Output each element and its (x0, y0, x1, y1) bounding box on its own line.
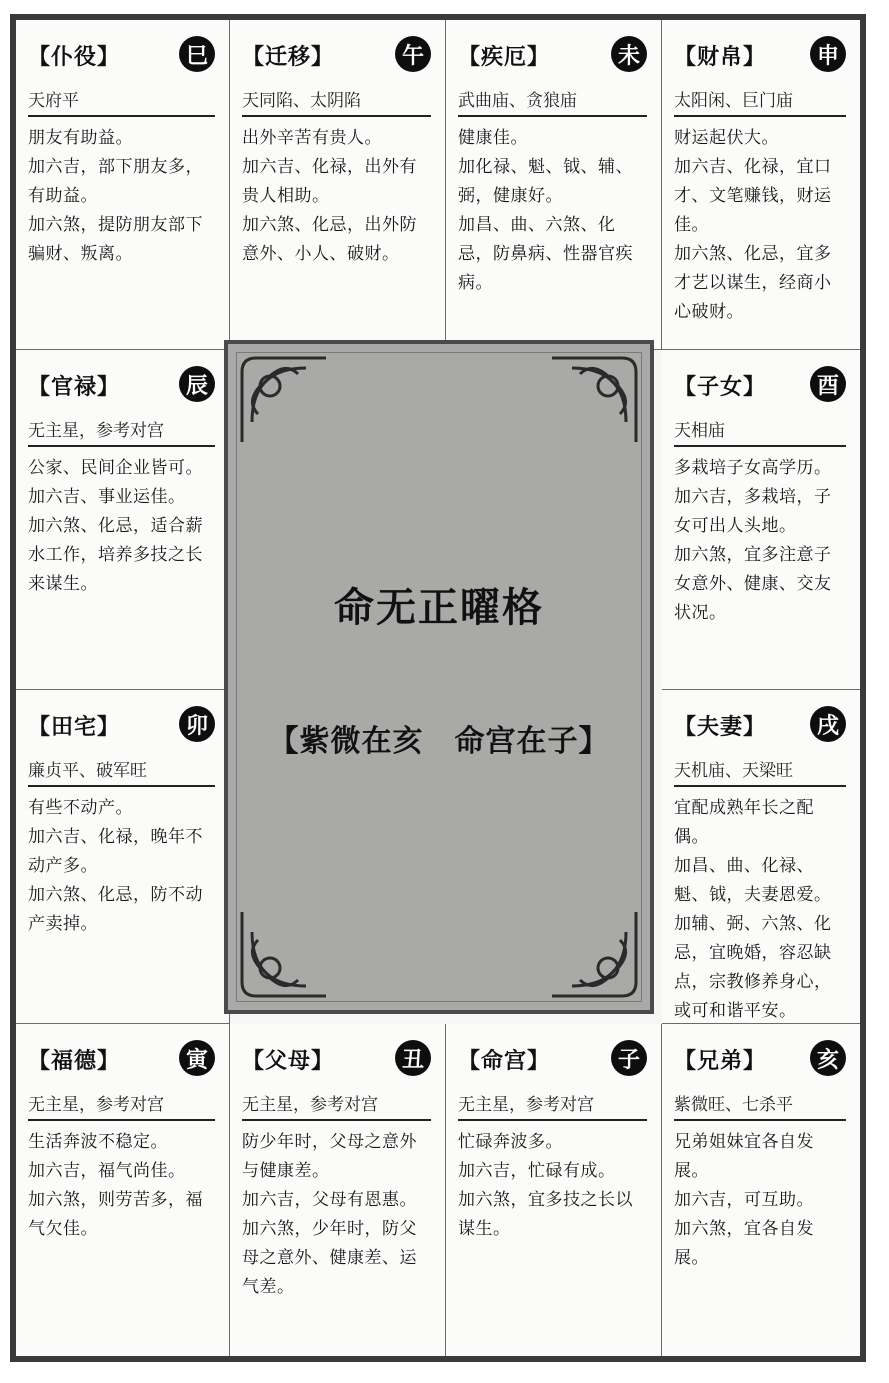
palace-title: 【福德】 (28, 1049, 121, 1074)
palace-description (28, 794, 215, 939)
palace-cell-ji-e (446, 20, 662, 350)
chart-subtitle: 【紫微在亥 命宫在子】 (268, 724, 610, 759)
description-line: 多栽培子女高学历。 (674, 458, 832, 478)
palace-title: 【仆役】 (28, 45, 121, 70)
description-line: 加六煞，则劳苦多，福气欠佳。 (28, 1190, 203, 1239)
description-line: 加六煞、化忌，出外防意外、小人、破财。 (242, 215, 417, 264)
palace-cell-xiong-di (662, 1024, 860, 1356)
branch-badge: 申 (810, 36, 846, 72)
corner-ornament-bottom-right (546, 906, 642, 1002)
palace-stars: 天相庙 (674, 416, 846, 447)
branch-badge: 戌 (810, 706, 846, 742)
branch-badge: 丑 (395, 1040, 431, 1076)
description-line: 防少年时，父母之意外与健康差。 (242, 1132, 417, 1181)
palace-cell-fu-de (16, 1024, 230, 1356)
palace-cell-guan-lu (16, 350, 230, 690)
description-line: 加六煞、化忌，适合薪水工作，培养多技之长来谋生。 (28, 516, 203, 594)
branch-badge: 卯 (179, 706, 215, 742)
palace-title: 【田宅】 (28, 715, 121, 740)
branch-badge: 亥 (810, 1040, 846, 1076)
chart-title: 命无正曜格 (334, 584, 544, 631)
description-line: 健康佳。 (458, 128, 528, 148)
palace-description (674, 454, 846, 628)
description-line: 朋友有助益。 (28, 128, 133, 148)
palace-stars: 太阳闲、巨门庙 (674, 86, 846, 117)
palace-description (674, 124, 846, 327)
palace-title: 【父母】 (242, 1049, 335, 1074)
palace-title: 【夫妻】 (674, 715, 767, 740)
palace-description (28, 124, 215, 269)
description-line: 生活奔波不稳定。 (28, 1132, 168, 1152)
description-line: 加六吉，福气尚佳。 (28, 1161, 186, 1181)
palace-cell-pu-yi (16, 20, 230, 350)
palace-stars: 武曲庙、贪狼庙 (458, 86, 647, 117)
description-line: 加辅、弼、六煞、化忌，宜晚婚，容忍缺点，宗教修养身心，或可和谐平安。 (674, 914, 832, 1021)
description-line: 财运起伏大。 (674, 128, 779, 148)
palace-description (242, 1128, 431, 1302)
palace-stars: 廉贞平、破军旺 (28, 756, 215, 787)
corner-ornament-top-right (546, 352, 642, 448)
description-line: 加六煞、化忌，宜多才艺以谋生，经商小心破财。 (674, 244, 832, 322)
palace-description (28, 1128, 215, 1244)
description-line: 加六吉，部下朋友多，有助益。 (28, 157, 203, 206)
palace-stars: 无主星，参考对宫 (242, 1090, 431, 1121)
corner-ornament-bottom-left (236, 906, 332, 1002)
description-line: 加六吉、事业运佳。 (28, 487, 186, 507)
palace-cell-ming-gong (446, 1024, 662, 1356)
description-line: 加六煞，宜各自发展。 (674, 1219, 814, 1268)
description-line: 加六吉、化禄，出外有贵人相助。 (242, 157, 417, 206)
description-line: 加昌、曲、化禄、魁、钺，夫妻恩爱。 (674, 856, 832, 905)
description-line: 兄弟姐妹宜各自发展。 (674, 1132, 814, 1181)
branch-badge: 寅 (179, 1040, 215, 1076)
palace-title: 【官禄】 (28, 375, 121, 400)
description-line: 加六吉，多栽培，子女可出人头地。 (674, 487, 832, 536)
palace-stars: 天同陷、太阴陷 (242, 86, 431, 117)
description-line: 加六吉、化禄，宜口才、文笔赚钱，财运佳。 (674, 157, 832, 235)
palace-description (458, 124, 647, 298)
branch-badge: 辰 (179, 366, 215, 402)
description-line: 宜配成熟年长之配偶。 (674, 798, 814, 847)
palace-stars: 无主星，参考对宫 (28, 416, 215, 447)
branch-badge: 午 (395, 36, 431, 72)
palace-stars: 无主星，参考对宫 (28, 1090, 215, 1121)
description-line: 加六吉、化禄，晚年不动产多。 (28, 827, 203, 876)
palace-cell-fu-qi (662, 690, 860, 1024)
palace-cell-fu-mu (230, 1024, 446, 1356)
description-line: 加化禄、魁、钺、辅、弼，健康好。 (458, 157, 633, 206)
palace-stars: 天府平 (28, 86, 215, 117)
palace-description (28, 454, 215, 599)
corner-ornament-top-left (236, 352, 332, 448)
palace-stars: 天机庙、天梁旺 (674, 756, 846, 787)
branch-badge: 巳 (179, 36, 215, 72)
palace-cell-zi-nv (662, 350, 860, 690)
description-line: 加六煞，提防朋友部下骗财、叛离。 (28, 215, 203, 264)
palace-cell-tian-zhai (16, 690, 230, 1024)
palace-title: 【财帛】 (674, 45, 767, 70)
description-line: 加六吉，可互助。 (674, 1190, 814, 1210)
description-line: 加六煞，宜多技之长以谋生。 (458, 1190, 633, 1239)
description-line: 加六吉，忙碌有成。 (458, 1161, 616, 1181)
description-line: 加六煞，宜多注意子女意外、健康、交友状况。 (674, 545, 832, 623)
branch-badge: 子 (611, 1040, 647, 1076)
palace-cell-cai-bo (662, 20, 860, 350)
description-line: 忙碌奔波多。 (458, 1132, 563, 1152)
description-line: 有些不动产。 (28, 798, 133, 818)
description-line: 出外辛苦有贵人。 (242, 128, 382, 148)
palace-description (674, 794, 846, 1024)
description-line: 加六煞，少年时，防父母之意外、健康差、运气差。 (242, 1219, 417, 1297)
palace-stars: 无主星，参考对宫 (458, 1090, 647, 1121)
description-line: 加六煞、化忌，防不动产卖掉。 (28, 885, 203, 934)
center-panel (224, 340, 654, 1014)
palace-title: 【命宫】 (458, 1049, 551, 1074)
description-line: 加六吉，父母有恩惠。 (242, 1190, 417, 1210)
palace-title: 【子女】 (674, 375, 767, 400)
palace-title: 【疾厄】 (458, 45, 551, 70)
description-line: 公家、民间企业皆可。 (28, 458, 203, 478)
palace-stars: 紫微旺、七杀平 (674, 1090, 846, 1121)
palace-description (674, 1128, 846, 1273)
palace-cell-qian-yi (230, 20, 446, 350)
palace-description (242, 124, 431, 269)
description-line: 加昌、曲、六煞、化忌，防鼻病、性器官疾病。 (458, 215, 633, 293)
palace-title: 【迁移】 (242, 45, 335, 70)
palace-title: 【兄弟】 (674, 1049, 767, 1074)
branch-badge: 酉 (810, 366, 846, 402)
palace-description (458, 1128, 647, 1244)
branch-badge: 未 (611, 36, 647, 72)
